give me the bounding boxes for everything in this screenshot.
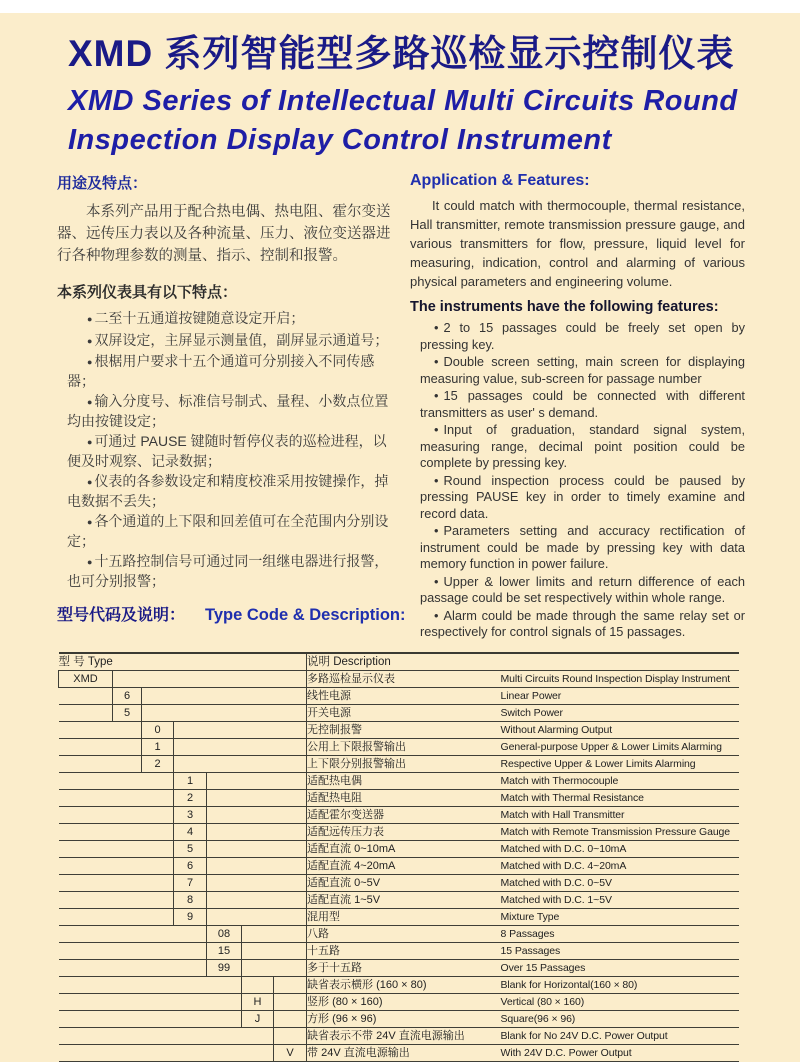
features-heading-en: The instruments have the following features:: [410, 299, 719, 315]
desc-en-cell: Match with Hall Transmitter: [501, 806, 739, 823]
table-row: [59, 823, 739, 840]
spacer-cell: [274, 823, 307, 840]
spacer-cell: [142, 1010, 174, 1027]
table-row: [59, 772, 739, 789]
spacer-cell: [207, 789, 242, 806]
table-row: [59, 1044, 739, 1061]
desc-en-cell: General-purpose Upper & Lower Limits Alarming: [501, 738, 739, 755]
spacer-cell: [242, 1044, 274, 1061]
spacer-cell: [142, 925, 174, 942]
spacer-cell: [113, 806, 142, 823]
spacer-cell: [113, 823, 142, 840]
desc-zh-cell: 适配直流 0~5V: [307, 874, 501, 891]
spacer-cell: [142, 874, 174, 891]
spacer-cell: [274, 670, 307, 687]
desc-zh-cell: 适配直流 1~5V: [307, 891, 501, 908]
feature-item: ● 仪表的各参数设定和精度校准采用按键操作，掉电数据不丢失；: [57, 472, 395, 510]
code-cell: 9: [174, 908, 207, 925]
spacer-cell: [113, 1044, 142, 1061]
feature-item: • Input of graduation, standard signal system, measuring range, decimal point position could be complete by pressing key.: [410, 422, 745, 472]
spacer-cell: [142, 806, 174, 823]
spacer-cell: [113, 772, 142, 789]
feature-item: ● 根椐用户要求十五个通道可分别接入不同传感器；: [57, 352, 395, 390]
spacer-cell: [207, 806, 242, 823]
spacer-cell: [113, 721, 142, 738]
spacer-cell: [142, 670, 174, 687]
code-cell: 1: [142, 738, 174, 755]
desc-zh-cell: 上下限分别报警输出: [307, 755, 501, 772]
code-cell: XMD: [59, 670, 113, 687]
spacer-cell: [142, 1044, 174, 1061]
spacer-cell: [242, 738, 274, 755]
code-cell: H: [242, 993, 274, 1010]
spacer-cell: [274, 806, 307, 823]
spacer-cell: [59, 942, 113, 959]
code-cell: 3: [174, 806, 207, 823]
spacer-cell: [113, 925, 142, 942]
table-header-row: [59, 653, 739, 671]
feature-item: • Alarm could be made through the same relay set or respectively for control signals of 15 passages.: [410, 608, 745, 641]
description-column-header: 说明 Description: [307, 653, 739, 671]
spacer-cell: [142, 823, 174, 840]
spacer-cell: [142, 942, 174, 959]
spacer-cell: [174, 925, 207, 942]
desc-zh-cell: 适配霍尔变送器: [307, 806, 501, 823]
spacer-cell: [242, 806, 274, 823]
spacer-cell: [59, 738, 113, 755]
spacer-cell: [174, 976, 207, 993]
spacer-cell: [59, 789, 113, 806]
features-list-zh: [57, 309, 395, 590]
column-chinese: [57, 170, 406, 642]
spacer-cell: [59, 908, 113, 925]
spacer-cell: [274, 976, 307, 993]
desc-en-cell: Vertical (80 × 160): [501, 993, 739, 1010]
code-cell: [274, 1027, 307, 1044]
table-row: [59, 908, 739, 925]
spacer-cell: [142, 976, 174, 993]
spacer-cell: [59, 857, 113, 874]
spacer-cell: [242, 755, 274, 772]
spacer-cell: [274, 874, 307, 891]
desc-en-cell: Without Alarming Output: [501, 721, 739, 738]
spacer-cell: [59, 704, 113, 721]
spacer-cell: [142, 840, 174, 857]
feature-item: ● 双屏设定，主屏显示测量值，副屏显示通道号；: [57, 331, 395, 351]
desc-en-cell: Blank for No 24V D.C. Power Output: [501, 1027, 739, 1044]
table-row: [59, 993, 739, 1010]
desc-en-cell: Match with Thermocouple: [501, 772, 739, 789]
spacer-cell: [242, 891, 274, 908]
spacer-cell: [59, 959, 113, 976]
desc-en-cell: Match with Thermal Resistance: [501, 789, 739, 806]
desc-zh-cell: 开关电源: [307, 704, 501, 721]
spacer-cell: [113, 993, 142, 1010]
spacer-cell: [207, 1044, 242, 1061]
desc-zh-cell: 适配直流 0~10mA: [307, 840, 501, 857]
desc-zh-cell: 竖形 (80 × 160): [307, 993, 501, 1010]
table-row: [59, 942, 739, 959]
spacer-cell: [59, 1044, 113, 1061]
spacer-cell: [207, 1010, 242, 1027]
spacer-cell: [207, 908, 242, 925]
code-cell: [242, 976, 274, 993]
spacer-cell: [207, 993, 242, 1010]
spacer-cell: [142, 959, 174, 976]
spacer-cell: [113, 1027, 142, 1044]
spacer-cell: [207, 772, 242, 789]
type-code-heading-zh: 型号代码及说明：: [57, 607, 186, 624]
table-row: [59, 704, 739, 721]
table-row: [59, 755, 739, 772]
page-title-zh: XMD 系列智能型多路巡检显示控制仪表: [68, 33, 735, 74]
spacer-cell: [174, 993, 207, 1010]
spacer-cell: [59, 1027, 113, 1044]
spacer-cell: [207, 976, 242, 993]
spacer-cell: [59, 823, 113, 840]
code-cell: 5: [174, 840, 207, 857]
spacer-cell: [113, 670, 142, 687]
table-row: [59, 857, 739, 874]
spacer-cell: [274, 704, 307, 721]
feature-item: ● 二至十五通道按键随意设定开启；: [57, 309, 395, 329]
spacer-cell: [174, 704, 207, 721]
code-cell: 08: [207, 925, 242, 942]
code-cell: J: [242, 1010, 274, 1027]
desc-zh-cell: 多于十五路: [307, 959, 501, 976]
spacer-cell: [174, 1044, 207, 1061]
desc-zh-cell: 线性电源: [307, 687, 501, 704]
spacer-cell: [274, 857, 307, 874]
spacer-cell: [207, 670, 242, 687]
spacer-cell: [274, 738, 307, 755]
spacer-cell: [59, 874, 113, 891]
spacer-cell: [113, 908, 142, 925]
spacer-cell: [274, 942, 307, 959]
spacer-cell: [59, 925, 113, 942]
desc-zh-cell: 无控制报警: [307, 721, 501, 738]
type-code-heading: [57, 602, 406, 625]
spacer-cell: [113, 789, 142, 806]
desc-zh-cell: 适配直流 4~20mA: [307, 857, 501, 874]
spacer-cell: [142, 1027, 174, 1044]
desc-en-cell: Matched with D.C. 0~10mA: [501, 840, 739, 857]
table-row: [59, 1010, 739, 1027]
spacer-cell: [207, 857, 242, 874]
spacer-cell: [174, 959, 207, 976]
top-white-strip: [0, 0, 800, 13]
desc-en-cell: Mixture Type: [501, 908, 739, 925]
code-cell: 1: [174, 772, 207, 789]
feature-item: • 2 to 15 passages could be freely set open by pressing key.: [410, 320, 745, 353]
feature-item: ● 十五路控制信号可通过同一组继电器进行报警，也可分别报警；: [57, 552, 395, 590]
spacer-cell: [59, 755, 113, 772]
code-cell: 0: [142, 721, 174, 738]
spacer-cell: [207, 704, 242, 721]
table-row: [59, 840, 739, 857]
feature-item: • Upper & lower limits and return difference of each passage could be set respectively within whole range.: [410, 574, 745, 607]
application-heading-zh: 用途及特点：: [57, 175, 148, 192]
spacer-cell: [207, 840, 242, 857]
desc-en-cell: Match with Remote Transmission Pressure Gauge: [501, 823, 739, 840]
desc-en-cell: Linear Power: [501, 687, 739, 704]
table-row: [59, 687, 739, 704]
spacer-cell: [207, 721, 242, 738]
desc-zh-cell: 适配热电偶: [307, 772, 501, 789]
spacer-cell: [113, 857, 142, 874]
type-code-table-wrap: [58, 652, 743, 1062]
feature-item: ● 输入分度号、标准信号制式、量程、小数点位置均由按键设定；: [57, 392, 395, 430]
spacer-cell: [242, 857, 274, 874]
spacer-cell: [242, 908, 274, 925]
spacer-cell: [274, 772, 307, 789]
spacer-cell: [242, 874, 274, 891]
table-row: [59, 789, 739, 806]
desc-zh-cell: 混用型: [307, 908, 501, 925]
code-cell: 6: [113, 687, 142, 704]
spacer-cell: [242, 959, 274, 976]
spacer-cell: [242, 1027, 274, 1044]
type-code-table: [58, 652, 739, 1062]
spacer-cell: [113, 874, 142, 891]
desc-en-cell: 8 Passages: [501, 925, 739, 942]
spacer-cell: [142, 789, 174, 806]
two-column-section: [57, 170, 745, 642]
spacer-cell: [207, 755, 242, 772]
spacer-cell: [207, 738, 242, 755]
table-row: [59, 738, 739, 755]
table-row: [59, 925, 739, 942]
features-list-en: [410, 320, 745, 641]
desc-en-cell: Multi Circuits Round Inspection Display Instrument: [501, 670, 739, 687]
spacer-cell: [242, 823, 274, 840]
spacer-cell: [59, 721, 113, 738]
desc-zh-cell: 适配热电阻: [307, 789, 501, 806]
spacer-cell: [207, 891, 242, 908]
spacer-cell: [242, 721, 274, 738]
desc-zh-cell: 带 24V 直流电源输出: [307, 1044, 501, 1061]
spacer-cell: [242, 687, 274, 704]
type-code-heading-en: Type Code & Description:: [205, 606, 406, 624]
column-english: [410, 170, 745, 642]
spacer-cell: [207, 687, 242, 704]
code-cell: 2: [174, 789, 207, 806]
spacer-cell: [242, 670, 274, 687]
table-row: [59, 891, 739, 908]
feature-item: • Parameters setting and accuracy rectification of instrument could be made by pressing key with data memory function in power failure.: [410, 523, 745, 573]
table-row: [59, 874, 739, 891]
spacer-cell: [113, 738, 142, 755]
code-cell: 6: [174, 857, 207, 874]
spacer-cell: [274, 891, 307, 908]
spacer-cell: [274, 789, 307, 806]
table-row: [59, 976, 739, 993]
spacer-cell: [242, 942, 274, 959]
code-cell: 7: [174, 874, 207, 891]
spacer-cell: [113, 976, 142, 993]
code-cell: 4: [174, 823, 207, 840]
desc-en-cell: Matched with D.C. 0~5V: [501, 874, 739, 891]
spacer-cell: [113, 891, 142, 908]
page-title-en: XMD Series of Intellectual Multi Circuits Round Inspection Display Control Instrument: [68, 85, 738, 156]
spacer-cell: [142, 908, 174, 925]
spacer-cell: [274, 755, 307, 772]
spacer-cell: [274, 721, 307, 738]
code-cell: 5: [113, 704, 142, 721]
desc-en-cell: Over 15 Passages: [501, 959, 739, 976]
code-cell: 15: [207, 942, 242, 959]
spacer-cell: [242, 704, 274, 721]
spacer-cell: [59, 687, 113, 704]
spacer-cell: [113, 1010, 142, 1027]
spacer-cell: [59, 891, 113, 908]
application-paragraph-en: It could match with thermocouple, thermal resistance, Hall transmitter, remote transmission pressure gauge, and various transmitters for flow, pressure, liquid level for measuring, indication, control and alarming of various physical parameters and engineering volume.: [410, 198, 745, 289]
table-row: [59, 806, 739, 823]
desc-en-cell: Square(96 × 96): [501, 1010, 739, 1027]
desc-en-cell: Respective Upper & Lower Limits Alarming: [501, 755, 739, 772]
spacer-cell: [274, 925, 307, 942]
spacer-cell: [274, 840, 307, 857]
spacer-cell: [274, 908, 307, 925]
spacer-cell: [207, 823, 242, 840]
application-heading-en: Application & Features:: [410, 172, 590, 189]
spacer-cell: [242, 925, 274, 942]
code-cell: 99: [207, 959, 242, 976]
type-column-header: 型 号 Type: [59, 653, 307, 671]
table-row: [59, 1027, 739, 1044]
spacer-cell: [174, 738, 207, 755]
spacer-cell: [242, 789, 274, 806]
spacer-cell: [274, 959, 307, 976]
desc-en-cell: With 24V D.C. Power Output: [501, 1044, 739, 1061]
spacer-cell: [174, 670, 207, 687]
spacer-cell: [174, 721, 207, 738]
spacer-cell: [274, 687, 307, 704]
spacer-cell: [174, 687, 207, 704]
desc-zh-cell: 八路: [307, 925, 501, 942]
spacer-cell: [59, 840, 113, 857]
table-row: [59, 721, 739, 738]
spacer-cell: [142, 704, 174, 721]
desc-en-cell: Matched with D.C. 1~5V: [501, 891, 739, 908]
desc-en-cell: Switch Power: [501, 704, 739, 721]
table-row: [59, 959, 739, 976]
spacer-cell: [142, 993, 174, 1010]
spacer-cell: [113, 755, 142, 772]
feature-item: • 15 passages could be connected with different transmitters as user' s demand.: [410, 388, 745, 421]
spacer-cell: [59, 806, 113, 823]
desc-zh-cell: 公用上下限报警输出: [307, 738, 501, 755]
desc-zh-cell: 十五路: [307, 942, 501, 959]
table-body: [59, 670, 739, 1061]
desc-zh-cell: 适配远传压力表: [307, 823, 501, 840]
spacer-cell: [207, 874, 242, 891]
feature-item: • Round inspection process could be paused by pressing PAUSE key in order to timely examine and record data.: [410, 473, 745, 523]
spacer-cell: [174, 1010, 207, 1027]
desc-zh-cell: 缺省表示横形 (160 × 80): [307, 976, 501, 993]
desc-zh-cell: 方形 (96 × 96): [307, 1010, 501, 1027]
spacer-cell: [242, 840, 274, 857]
spacer-cell: [174, 942, 207, 959]
feature-item: ● 各个通道的上下限和回差值可在全范围内分别设定；: [57, 512, 395, 550]
spacer-cell: [113, 959, 142, 976]
spacer-cell: [274, 1010, 307, 1027]
spacer-cell: [174, 755, 207, 772]
spacer-cell: [142, 857, 174, 874]
spacer-cell: [242, 772, 274, 789]
application-paragraph-zh: 本系列产品用于配合热电偶、热电阻、霍尔变送器、远传压力表以及各种流量、压力、液位变送器进行各种物理参数的测量、指示、控制和报警。: [57, 204, 391, 264]
feature-item: • Double screen setting, main screen for displaying measuring value, sub-screen for passage number: [410, 354, 745, 387]
spacer-cell: [59, 993, 113, 1010]
code-cell: 8: [174, 891, 207, 908]
desc-en-cell: 15 Passages: [501, 942, 739, 959]
spacer-cell: [142, 687, 174, 704]
spacer-cell: [274, 993, 307, 1010]
spacer-cell: [59, 976, 113, 993]
spacer-cell: [113, 840, 142, 857]
desc-zh-cell: 多路巡检显示仪表: [307, 670, 501, 687]
spacer-cell: [207, 1027, 242, 1044]
spacer-cell: [59, 1010, 113, 1027]
spacer-cell: [142, 891, 174, 908]
desc-zh-cell: 缺省表示不带 24V 直流电源输出: [307, 1027, 501, 1044]
spacer-cell: [113, 942, 142, 959]
code-cell: 2: [142, 755, 174, 772]
spacer-cell: [174, 1027, 207, 1044]
desc-en-cell: Matched with D.C. 4~20mA: [501, 857, 739, 874]
spacer-cell: [59, 772, 113, 789]
spacer-cell: [142, 772, 174, 789]
table-row: [59, 670, 739, 687]
features-heading-zh: 本系列仪表具有以下特点：: [57, 284, 238, 301]
code-cell: V: [274, 1044, 307, 1061]
feature-item: ● 可通过 PAUSE 键随时暂停仪表的巡检进程，以便及时观察、记录数据；: [57, 432, 395, 470]
desc-en-cell: Blank for Horizontal(160 × 80): [501, 976, 739, 993]
